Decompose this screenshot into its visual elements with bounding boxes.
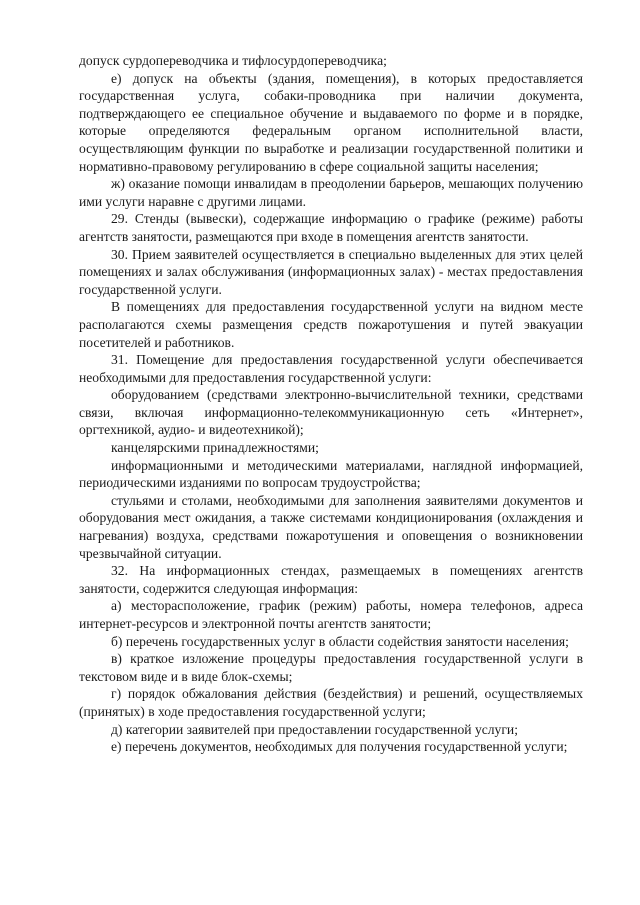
- paragraph-item-zh: ж) оказание помощи инвалидам в преодолении барьеров, мешающих получению ими услуги наравне с другими лицами.: [79, 176, 583, 209]
- paragraph-32: 32. На информационных стендах, размещаемых в помещениях агентств занятости, содержится следующая информация:: [79, 563, 583, 596]
- paragraph-32-d: д) категории заявителей при предоставлении государственной услуги;: [111, 721, 518, 737]
- paragraph-29: 29. Стенды (вывески), содержащие информацию о графике (режиме) работы агентств занятости, размещаются при входе в помещения агентств занятости.: [79, 211, 583, 244]
- paragraph-32-a: а) месторасположение, график (режим) работы, номера телефонов, адреса интернет-ресурсов и электронной почты агентств занятости;: [79, 598, 583, 631]
- paragraph-30: 30. Прием заявителей осуществляется в специально выделенных для этих целей помещениях и залах обслуживания (информационных залах) - местах предоставления государственной услуги.: [79, 246, 583, 297]
- paragraph-31: 31. Помещение для предоставления государственной услуги обеспечивается необходимыми для предоставления государственной услуги:: [79, 352, 583, 385]
- paragraph-32-b: б) перечень государственных услуг в области содействия занятости населения;: [111, 633, 569, 649]
- paragraph-31-equipment: оборудованием (средствами электронно-вычислительной техники, средствами связи, включая информационно-телекоммуникационную сеть «Интернет», оргтехникой, аудио- и видеотехникой);: [79, 387, 583, 438]
- paragraph-30-evacuation: В помещениях для предоставления государственной услуги на видном месте располагаются схемы размещения средств пожаротушения и путей эвакуации посетителей и работников.: [79, 299, 583, 350]
- paragraph-32-e: е) перечень документов, необходимых для получения государственной услуги;: [111, 739, 568, 755]
- paragraph-31-materials: информационными и методическими материалами, наглядной информацией, периодическими изданиями по вопросам трудоустройства;: [79, 457, 583, 491]
- paragraph-31-stationery: канцелярскими принадлежностями;: [111, 440, 319, 456]
- paragraph-continuation: допуск сурдопереводчика и тифлосурдопереводчика;: [79, 53, 387, 68]
- paragraph-32-v: в) краткое изложение процедуры предоставления государственной услуги в текстовом виде и в виде блок-схемы;: [79, 651, 583, 684]
- paragraph-32-g: г) порядок обжалования действия (бездействия) и решений, осуществляемых (принятых) в ходе предоставления государственной услуги;: [79, 686, 583, 719]
- paragraph-item-e: е) допуск на объекты (здания, помещения), в которых предоставляется государственная услуга, собаки-проводника при наличии документа, подтверждающего ее специальное обучение и выдаваемого по форме и в порядке, которые определяются федеральным органом исполнительной власти, осуществляющим функции по выработке и реализации государственной политики и нормативно-правовому регулированию в сфере социальной защиты населения;: [79, 70, 583, 174]
- paragraph-31-furniture: стульями и столами, необходимыми для заполнения заявителями документов и оборудования мест ожидания, а также системами кондиционирования (охлаждения и нагревания) воздуха, средствами пожаротушения и оповещения о возникновении чрезвычайной ситуации.: [79, 492, 583, 561]
